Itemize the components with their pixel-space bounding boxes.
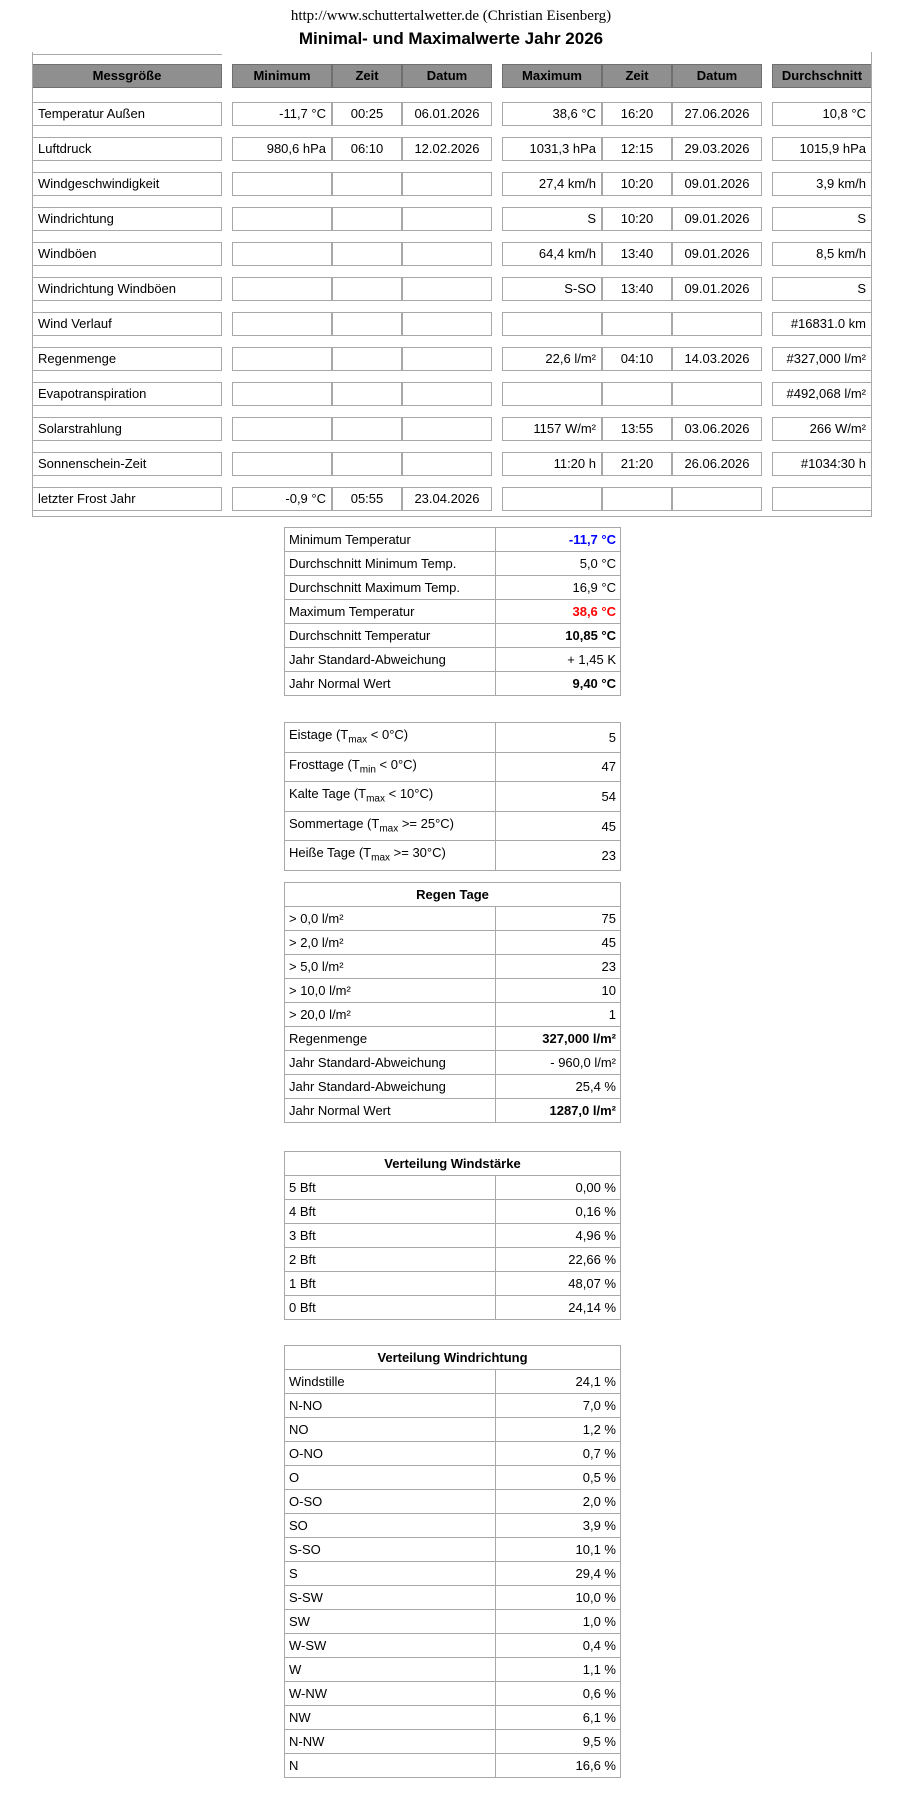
table-row [285, 1003, 621, 1027]
table-cell: 38,6 °C [502, 102, 602, 126]
table-header: Regen Tage [285, 883, 621, 907]
row-value: 75 [496, 907, 621, 931]
row-label: Jahr Normal Wert [285, 672, 496, 696]
table-cell [772, 487, 872, 511]
row-value: 4,96 % [496, 1224, 621, 1248]
table-cell: 11:20 h [502, 452, 602, 476]
table-row [285, 1610, 621, 1634]
row-label: > 0,0 l/m² [285, 907, 496, 931]
row-value: 1 [496, 1003, 621, 1027]
table-row [285, 576, 621, 600]
table-cell [672, 312, 762, 336]
row-label: Maximum Temperatur [285, 600, 496, 624]
table-cell: 1157 W/m² [502, 417, 602, 441]
row-label: Eistage $(T_{max} < 0^\circ C)$ [285, 723, 496, 753]
min-max-table [32, 52, 872, 517]
table-cell: 06.01.2026 [402, 102, 492, 126]
row-value: 23 [496, 955, 621, 979]
table-cell: 12.02.2026 [402, 137, 492, 161]
table-cell [332, 312, 402, 336]
table-row [285, 1099, 621, 1123]
row-label: Jahr Standard-Abweichung [285, 1051, 496, 1075]
table-cell [402, 172, 492, 196]
table-cell [232, 172, 332, 196]
row-label: > 2,0 l/m² [285, 931, 496, 955]
table-row [285, 1370, 621, 1394]
table-cell [332, 277, 402, 301]
table-row [285, 1272, 621, 1296]
table-cell: 03.06.2026 [672, 417, 762, 441]
measure-label: Wind Verlauf [32, 312, 222, 336]
row-label: Durchschnitt Temperatur [285, 624, 496, 648]
table-cell: 14.03.2026 [672, 347, 762, 371]
row-label: Windstille [285, 1370, 496, 1394]
column-header: Datum [402, 64, 492, 88]
row-value: 24,14 % [496, 1296, 621, 1320]
subscript: max [379, 823, 399, 835]
table-row [285, 1586, 621, 1610]
row-value: - 960,0 l/m² [496, 1051, 621, 1075]
row-label: 1 Bft [285, 1272, 496, 1296]
table-cell [232, 277, 332, 301]
table-row [32, 447, 872, 482]
table-cell [602, 382, 672, 406]
row-value: 10,0 % [496, 1586, 621, 1610]
measure-label: Windrichtung Windböen [32, 277, 222, 301]
table-cell [402, 382, 492, 406]
row-label: S [285, 1562, 496, 1586]
row-value: 23 [496, 841, 621, 871]
row-value: 10 [496, 979, 621, 1003]
row-label: SW [285, 1610, 496, 1634]
table-cell: 1015,9 hPa [772, 137, 872, 161]
row-label: Sommertage $(T_{max} >= 25^\circ C)$ [285, 811, 496, 841]
measure-label: Windrichtung [32, 207, 222, 231]
table-row [32, 307, 872, 342]
table-row [285, 979, 621, 1003]
table-row [32, 342, 872, 377]
table-cell [332, 242, 402, 266]
table-cell: #327,000 l/m² [772, 347, 872, 371]
temperature-summary-table [284, 527, 621, 696]
table-row [285, 1051, 621, 1075]
row-value: 1,0 % [496, 1610, 621, 1634]
row-value: 0,7 % [496, 1442, 621, 1466]
table-header-row [285, 883, 621, 907]
row-label: O-NO [285, 1442, 496, 1466]
table-cell: 10:20 [602, 207, 672, 231]
row-value: 0,4 % [496, 1634, 621, 1658]
table-cell [672, 487, 762, 511]
table-row [285, 907, 621, 931]
row-value: 22,66 % [496, 1248, 621, 1272]
row-value: 7,0 % [496, 1394, 621, 1418]
table-cell [602, 312, 672, 336]
table-right-rule [871, 52, 872, 517]
rain-days-table [284, 882, 621, 1123]
row-label: > 5,0 l/m² [285, 955, 496, 979]
row-value: -11,7 °C [496, 528, 621, 552]
column-header: Durchschnitt [772, 64, 872, 88]
table-row [285, 672, 621, 696]
table-header-row [285, 1152, 621, 1176]
table-row [285, 1682, 621, 1706]
table-cell [402, 242, 492, 266]
table-row [285, 1514, 621, 1538]
row-value: 10,1 % [496, 1538, 621, 1562]
table-row [32, 412, 872, 447]
row-label: Jahr Normal Wert [285, 1099, 496, 1123]
table-cell: #1034:30 h [772, 452, 872, 476]
table-row [285, 782, 621, 812]
table-header-row [285, 1346, 621, 1370]
row-value: 327,000 l/m² [496, 1027, 621, 1051]
table-row [32, 272, 872, 307]
subscript: max [366, 793, 385, 805]
row-value: + 1,45 K [496, 648, 621, 672]
table-cell: 00:25 [332, 102, 402, 126]
row-label: Regenmenge [285, 1027, 496, 1051]
table-row [285, 1466, 621, 1490]
row-label: W-NW [285, 1682, 496, 1706]
measure-label: Temperatur Außen [32, 102, 222, 126]
table-row [285, 752, 621, 782]
table-row [285, 1418, 621, 1442]
table-row [285, 1200, 621, 1224]
column-header: Messgröße [32, 64, 222, 88]
row-label: 4 Bft [285, 1200, 496, 1224]
table-cell: 26.06.2026 [672, 452, 762, 476]
table-header: Verteilung Windstärke [285, 1152, 621, 1176]
table-top-rule [32, 52, 872, 62]
table-cell [232, 452, 332, 476]
row-label: N-NW [285, 1730, 496, 1754]
row-value: 6,1 % [496, 1706, 621, 1730]
table-row [285, 1176, 621, 1200]
row-value: 54 [496, 782, 621, 812]
subscript: max [348, 734, 368, 746]
table-cell: 13:55 [602, 417, 672, 441]
table-cell [232, 207, 332, 231]
table-cell: 05:55 [332, 487, 402, 511]
table-cell: 266 W/m² [772, 417, 872, 441]
row-label: S-SW [285, 1586, 496, 1610]
table-row [285, 528, 621, 552]
table-cell: 09.01.2026 [672, 172, 762, 196]
row-value: 16,6 % [496, 1754, 621, 1778]
table-cell [602, 487, 672, 511]
table-row [285, 1658, 621, 1682]
measure-label: Luftdruck [32, 137, 222, 161]
table-row [285, 1634, 621, 1658]
table-cell: 980,6 hPa [232, 137, 332, 161]
row-label: W [285, 1658, 496, 1682]
table-row [32, 482, 872, 517]
table-cell: S [772, 277, 872, 301]
table-left-rule [32, 52, 33, 517]
measure-label: Sonnenschein-Zeit [32, 452, 222, 476]
table-row [285, 1075, 621, 1099]
table-cell: 09.01.2026 [672, 207, 762, 231]
measure-label: Regenmenge [32, 347, 222, 371]
source-attribution: http://www.schuttertalwetter.de (Christian Eisenberg) [290, 8, 612, 24]
table-row [285, 1754, 621, 1778]
table-cell [672, 382, 762, 406]
row-label: Kalte Tage $(T_{max} < 10^\circ C)$ [285, 782, 496, 812]
table-cell: 10,8 °C [772, 102, 872, 126]
table-cell [402, 417, 492, 441]
table-cell: 27.06.2026 [672, 102, 762, 126]
header-row [32, 62, 872, 97]
row-value: 0,6 % [496, 1682, 621, 1706]
table-row [32, 202, 872, 237]
row-value: 25,4 % [496, 1075, 621, 1099]
row-label: NW [285, 1706, 496, 1730]
table-cell: 16:20 [602, 102, 672, 126]
table-cell: 23.04.2026 [402, 487, 492, 511]
table-row [285, 955, 621, 979]
table-cell: 06:10 [332, 137, 402, 161]
subscript: max [371, 852, 391, 864]
row-label: > 10,0 l/m² [285, 979, 496, 1003]
table-row [285, 1442, 621, 1466]
table-row [285, 1730, 621, 1754]
table-cell: 1031,3 hPa [502, 137, 602, 161]
table-cell: #492,068 l/m² [772, 382, 872, 406]
table-row [285, 1224, 621, 1248]
table-row [285, 648, 621, 672]
table-cell: S [502, 207, 602, 231]
table-cell: 13:40 [602, 242, 672, 266]
row-label: Durchschnitt Maximum Temp. [285, 576, 496, 600]
table-cell: 64,4 km/h [502, 242, 602, 266]
table-row [285, 811, 621, 841]
row-value: 47 [496, 752, 621, 782]
row-value: 0,16 % [496, 1200, 621, 1224]
table-row [285, 600, 621, 624]
table-row [32, 132, 872, 167]
row-label: Heiße Tage $(T_{max} >= 30^\circ C)$ [285, 841, 496, 871]
table-row [285, 1538, 621, 1562]
row-value: 38,6 °C [496, 600, 621, 624]
table-row [32, 377, 872, 412]
row-value: 0,00 % [496, 1176, 621, 1200]
table-row [32, 237, 872, 272]
table-cell: 09.01.2026 [672, 242, 762, 266]
table-cell [402, 207, 492, 231]
row-value: 45 [496, 811, 621, 841]
row-label: 2 Bft [285, 1248, 496, 1272]
table-row [285, 1706, 621, 1730]
row-value: 1,1 % [496, 1658, 621, 1682]
day-count-table [284, 722, 621, 871]
table-cell [232, 382, 332, 406]
table-row [285, 1394, 621, 1418]
table-cell: 3,9 km/h [772, 172, 872, 196]
table-cell [332, 347, 402, 371]
table-cell [332, 452, 402, 476]
row-label: Jahr Standard-Abweichung [285, 648, 496, 672]
row-label: N-NO [285, 1394, 496, 1418]
table-cell [332, 172, 402, 196]
table-cell: #16831.0 km [772, 312, 872, 336]
column-header: Datum [672, 64, 762, 88]
table-cell [232, 242, 332, 266]
table-cell: 04:10 [602, 347, 672, 371]
row-label: 3 Bft [285, 1224, 496, 1248]
table-cell [502, 382, 602, 406]
measure-label: Solarstrahlung [32, 417, 222, 441]
measure-label: Windgeschwindigkeit [32, 172, 222, 196]
row-value: 9,40 °C [496, 672, 621, 696]
row-label: S-SO [285, 1538, 496, 1562]
table-cell: 29.03.2026 [672, 137, 762, 161]
table-cell [502, 487, 602, 511]
row-label: Jahr Standard-Abweichung [285, 1075, 496, 1099]
table-row [285, 841, 621, 871]
row-value: 48,07 % [496, 1272, 621, 1296]
row-value: 45 [496, 931, 621, 955]
row-value: 0,5 % [496, 1466, 621, 1490]
column-header: Maximum [502, 64, 602, 88]
table-cell [402, 312, 492, 336]
table-row [285, 1490, 621, 1514]
subscript: min [359, 764, 376, 776]
table-row [285, 931, 621, 955]
table-cell: 21:20 [602, 452, 672, 476]
table-cell: 10:20 [602, 172, 672, 196]
table-cell [402, 452, 492, 476]
table-cell: 22,6 l/m² [502, 347, 602, 371]
row-value: 5 [496, 723, 621, 753]
table-row [285, 1296, 621, 1320]
table-cell: 8,5 km/h [772, 242, 872, 266]
table-row [32, 97, 872, 132]
wind-strength-table [284, 1151, 621, 1320]
row-label: 0 Bft [285, 1296, 496, 1320]
row-label: O [285, 1466, 496, 1490]
row-label: W-SW [285, 1634, 496, 1658]
table-cell [332, 417, 402, 441]
measure-label: Evapotranspiration [32, 382, 222, 406]
row-value: 16,9 °C [496, 576, 621, 600]
row-label: Durchschnitt Minimum Temp. [285, 552, 496, 576]
table-row [285, 1027, 621, 1051]
measure-label: letzter Frost Jahr [32, 487, 222, 511]
table-row [285, 624, 621, 648]
row-value: 1287,0 l/m² [496, 1099, 621, 1123]
table-cell: 12:15 [602, 137, 672, 161]
page-title: Minimal- und Maximalwerte Jahr 2026 [298, 29, 604, 48]
table-cell [332, 207, 402, 231]
table-header: Verteilung Windrichtung [285, 1346, 621, 1370]
row-label: N [285, 1754, 496, 1778]
table-cell [502, 312, 602, 336]
table-bottom-rule [32, 516, 872, 517]
row-value: 2,0 % [496, 1490, 621, 1514]
column-header: Minimum [232, 64, 332, 88]
row-value: 5,0 °C [496, 552, 621, 576]
table-cell [232, 312, 332, 336]
table-row [285, 1248, 621, 1272]
table-cell [232, 347, 332, 371]
table-cell: 09.01.2026 [672, 277, 762, 301]
table-row [285, 552, 621, 576]
table-cell [232, 417, 332, 441]
row-value: 3,9 % [496, 1514, 621, 1538]
table-cell: S-SO [502, 277, 602, 301]
table-row [285, 1562, 621, 1586]
table-row [32, 167, 872, 202]
table-cell: 27,4 km/h [502, 172, 602, 196]
table-cell: S [772, 207, 872, 231]
table-row [285, 723, 621, 753]
row-value: 24,1 % [496, 1370, 621, 1394]
wind-direction-table [284, 1345, 621, 1778]
measure-label: Windböen [32, 242, 222, 266]
row-label: > 20,0 l/m² [285, 1003, 496, 1027]
column-header: Zeit [602, 64, 672, 88]
table-cell [402, 347, 492, 371]
table-cell [332, 382, 402, 406]
row-label: O-SO [285, 1490, 496, 1514]
table-cell: -11,7 °C [232, 102, 332, 126]
table-cell [402, 277, 492, 301]
row-label: SO [285, 1514, 496, 1538]
row-value: 29,4 % [496, 1562, 621, 1586]
row-value: 1,2 % [496, 1418, 621, 1442]
row-value: 10,85 °C [496, 624, 621, 648]
column-header: Zeit [332, 64, 402, 88]
row-value: 9,5 % [496, 1730, 621, 1754]
row-label: Frosttage $(T_{min} < 0^\circ C)$ [285, 752, 496, 782]
table-cell: 13:40 [602, 277, 672, 301]
row-label: NO [285, 1418, 496, 1442]
table-cell: -0,9 °C [232, 487, 332, 511]
row-label: Minimum Temperatur [285, 528, 496, 552]
row-label: 5 Bft [285, 1176, 496, 1200]
